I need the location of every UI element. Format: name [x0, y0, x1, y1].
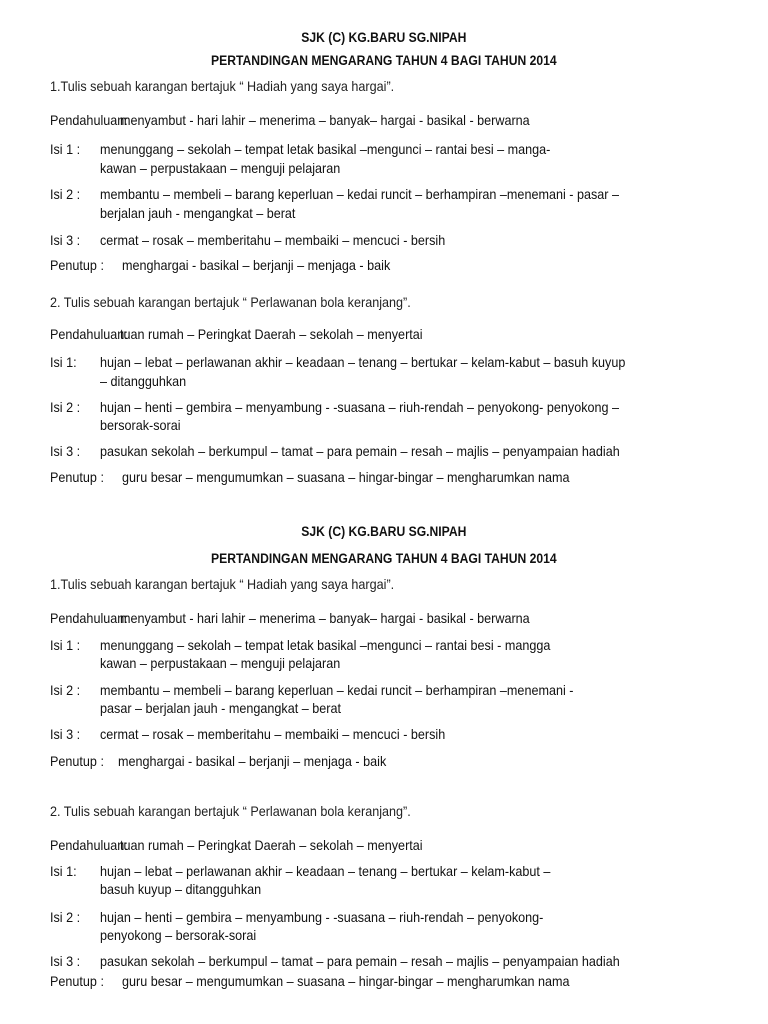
row-keywords: – ditangguhkan [100, 373, 187, 389]
row-label: Isi 3 : [50, 953, 81, 969]
row-label: Isi 2 : [50, 909, 81, 925]
row-label: Isi 3 : [50, 232, 81, 248]
row-label: Isi 3 : [50, 726, 81, 742]
row-keywords: pasukan sekolah – berkumpul – tamat – para pemain – resah – majlis – penyampaian hadiah [100, 953, 620, 969]
row-label: Isi 1 : [50, 637, 81, 653]
row-keywords: hujan – lebat – perlawanan akhir – keadaan – tenang – bertukar – kelam-kabut – [100, 863, 551, 879]
row-keywords: hujan – lebat – perlawanan akhir – keadaan – tenang – bertukar – kelam-kabut – basuh kuyup [100, 354, 626, 370]
row-keywords: guru besar – mengumumkan – suasana – hingar-bingar – mengharumkan nama [122, 469, 570, 485]
row-keywords: guru besar – mengumumkan – suasana – hingar-bingar – mengharumkan nama [122, 973, 570, 989]
row-keywords: penyokong – bersorak-sorai [100, 927, 257, 943]
row-label: Isi 3 : [50, 443, 81, 459]
row-label: Isi 1: [50, 863, 77, 879]
question-prompt: 1.Tulis sebuah karangan bertajuk “ Hadiah yang saya hargai”. [50, 78, 395, 94]
row-label: Isi 1: [50, 354, 77, 370]
row-keywords: membantu – membeli – barang keperluan – kedai runcit – berhampiran –menemani - pasar – [100, 186, 619, 202]
row-keywords: menunggang – sekolah – tempat letak basikal –mengunci – rantai besi - mangga [100, 637, 551, 653]
row-keywords: menghargai - basikal – berjanji – menjaga - baik [118, 753, 387, 769]
row-label: Pendahuluan: [50, 610, 128, 626]
row-label: Pendahuluan: [50, 112, 128, 128]
row-keywords: bersorak-sorai [100, 417, 181, 433]
row-label: Isi 2 : [50, 682, 81, 698]
row-label: Penutup : [50, 469, 104, 485]
question-prompt: 2. Tulis sebuah karangan bertajuk “ Perlawanan bola keranjang”. [50, 803, 411, 819]
row-keywords: pasukan sekolah – berkumpul – tamat – para pemain – resah – majlis – penyampaian hadiah [100, 443, 620, 459]
row-keywords: tuan rumah – Peringkat Daerah – sekolah – menyertai [120, 326, 423, 342]
school-name-heading: SJK (C) KG.BARU SG.NIPAH [301, 30, 467, 45]
row-keywords: membantu – membeli – barang keperluan – kedai runcit – berhampiran –menemani - [100, 682, 574, 698]
row-keywords: hujan – henti – gembira – menyambung - -suasana – riuh-rendah – penyokong- [100, 909, 544, 925]
question-prompt: 1.Tulis sebuah karangan bertajuk “ Hadiah yang saya hargai”. [50, 576, 395, 592]
row-label: Isi 2 : [50, 399, 81, 415]
row-keywords: kawan – perpustakaan – menguji pelajaran [100, 655, 341, 671]
question-prompt: 2. Tulis sebuah karangan bertajuk “ Perlawanan bola keranjang”. [50, 294, 411, 310]
competition-title-heading: PERTANDINGAN MENGARANG TAHUN 4 BAGI TAHUN 2014 [211, 53, 557, 68]
row-keywords: menunggang – sekolah – tempat letak basikal –mengunci – rantai besi – manga- [100, 141, 551, 157]
row-label: Penutup : [50, 257, 104, 273]
row-label: Pendahuluan: [50, 326, 128, 342]
row-keywords: pasar – berjalan jauh - mengangkat – berat [100, 700, 341, 716]
row-keywords: hujan – henti – gembira – menyambung - -suasana – riuh-rendah – penyokong- penyokong – [100, 399, 620, 415]
row-keywords: kawan – perpustakaan – menguji pelajaran [100, 160, 341, 176]
row-keywords: cermat – rosak – memberitahu – membaiki – mencuci - bersih [100, 232, 446, 248]
row-keywords: menyambut - hari lahir – menerima – banyak– hargai - basikal - berwarna [120, 112, 530, 128]
competition-title-heading: PERTANDINGAN MENGARANG TAHUN 4 BAGI TAHUN 2014 [211, 551, 557, 566]
row-label: Isi 2 : [50, 186, 81, 202]
row-keywords: menyambut - hari lahir – menerima – banyak– hargai - basikal - berwarna [120, 610, 530, 626]
row-label: Penutup : [50, 973, 104, 989]
school-name-heading: SJK (C) KG.BARU SG.NIPAH [301, 524, 467, 539]
row-keywords: menghargai - basikal – berjanji – menjaga - baik [122, 257, 391, 273]
row-keywords: berjalan jauh - mengangkat – berat [100, 205, 296, 221]
row-keywords: basuh kuyup – ditangguhkan [100, 881, 262, 897]
row-label: Isi 1 : [50, 141, 81, 157]
row-label: Penutup : [50, 753, 104, 769]
row-keywords: cermat – rosak – memberitahu – membaiki – mencuci - bersih [100, 726, 446, 742]
row-keywords: tuan rumah – Peringkat Daerah – sekolah – menyertai [120, 837, 423, 853]
row-label: Pendahuluan: [50, 837, 128, 853]
